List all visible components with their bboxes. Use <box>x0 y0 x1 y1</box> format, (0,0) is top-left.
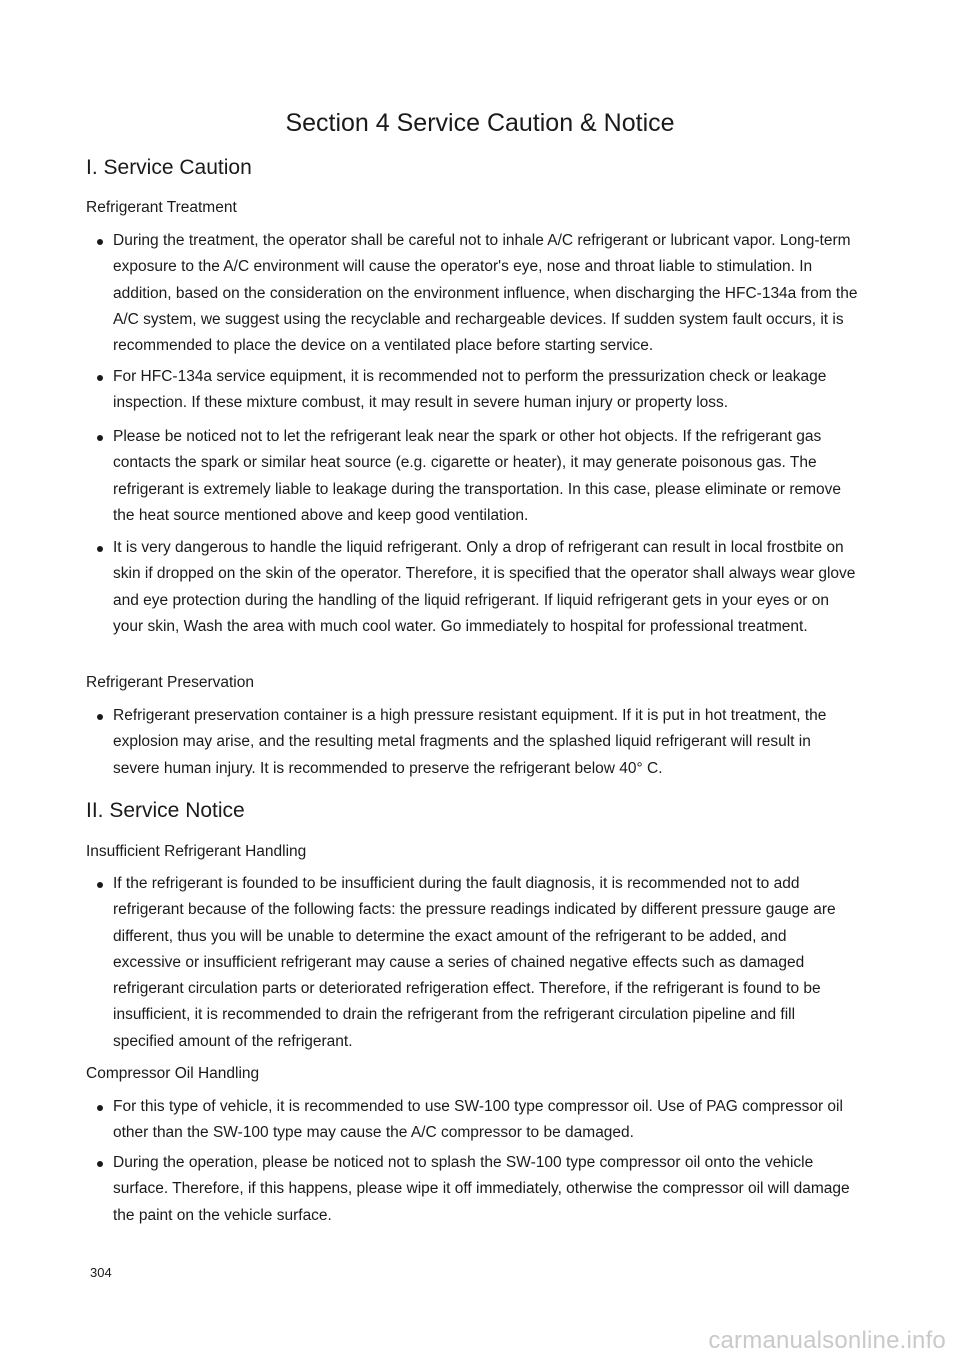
bullet-icon <box>97 882 103 888</box>
section-heading-service-caution: I. Service Caution <box>86 156 252 179</box>
list-item-text: During the operation, please be noticed not to splash the SW-100 type compressor oil onto the vehicle surface. Therefore, if this happens, please wipe it off immediately, otherwise the compressor oil will damage the paint on the vehicle surface. <box>113 1154 850 1224</box>
bullet-icon <box>97 1105 103 1111</box>
subheading-refrigerant-preservation: Refrigerant Preservation <box>86 674 254 691</box>
list-item-text: If the refrigerant is founded to be insufficient during the fault diagnosis, it is recommended not to add refrigerant because of the following facts: the pressure readings indicated by different pressure gauge are different, thus you will be unable to determine the exact amount of the refrigerant to be added, and excessive or insufficient refrigerant may cause a series of chained negative effects such as damaged refrigerant circulation parts or deteriorated refrigeration effect. Therefore, if the refrigerant is found to be insufficient, it is recommended to drain the refrigerant from the refrigerant circulation pipeline and fill specified amount of the refrigerant. <box>113 875 836 1050</box>
list-item <box>113 535 858 640</box>
subheading-compressor-oil: Compressor Oil Handling <box>86 1065 260 1082</box>
bullet-icon <box>97 239 103 245</box>
list-item <box>113 424 858 529</box>
list-item <box>113 1150 858 1229</box>
list-item <box>113 228 858 359</box>
list-item-text: Please be noticed not to let the refrigerant leak near the spark or other hot objects. If the refrigerant gas contacts the spark or similar heat source (e.g. cigarette or heater), it may generate poisonous gas. The refrigerant is extremely liable to leakage during the transportation. In this case, please eliminate or remove the heat source mentioned above and keep good ventilation. <box>113 428 842 524</box>
list-item <box>113 703 858 782</box>
bullet-icon <box>97 714 103 720</box>
bullet-icon <box>97 375 103 381</box>
list-item-text: For this type of vehicle, it is recommended to use SW-100 type compressor oil. Use of PAG compressor oil other than the SW-100 type may cause the A/C compressor to be damaged. <box>113 1098 843 1142</box>
list-item <box>113 871 858 1055</box>
watermark: carmanualsonline.info <box>708 1327 946 1354</box>
list-item-text: Refrigerant preservation container is a high pressure resistant equipment. If it is put in hot treatment, the explosion may arise, and the resulting metal fragments and the splashed liquid refrigerant will result in severe human injury. It is recommended to preserve the refrigerant below 40° C. <box>113 707 827 777</box>
list-item-text: For HFC-134a service equipment, it is recommended not to perform the pressurization check or leakage inspection. If these mixture combust, it may result in severe human injury or property loss. <box>113 368 827 412</box>
list-item-text: It is very dangerous to handle the liquid refrigerant. Only a drop of refrigerant can result in local frostbite on skin if dropped on the skin of the operator. Therefore, it is specified that the operator shall always wear glove and eye protection during the handling of the liquid refrigerant. If liquid refrigerant gets in your eyes or on your skin, Wash the area with much cool water. Go immediately to hospital for professional treatment. <box>113 539 856 635</box>
list-item <box>113 364 858 417</box>
bullet-icon <box>97 435 103 441</box>
section-heading-service-notice: II. Service Notice <box>86 799 245 822</box>
bullet-icon <box>97 1161 103 1167</box>
page-number: 304 <box>90 1265 112 1280</box>
list-item-text: During the treatment, the operator shall be careful not to inhale A/C refrigerant or lubricant vapor. Long-term exposure to the A/C environment will cause the operator's eye, nose and throat liable to stimulation. In addition, based on the consideration on the environment influence, when discharging the HFC-134a from the A/C system, we suggest using the recyclable and rechargeable devices. If sudden system fault occurs, it is recommended to place the device on a ventilated place before starting service. <box>113 232 858 355</box>
subheading-refrigerant-treatment: Refrigerant Treatment <box>86 199 237 216</box>
list-item <box>113 1094 858 1147</box>
bullet-icon <box>97 546 103 552</box>
subheading-insufficient-refrigerant: Insufficient Refrigerant Handling <box>86 843 307 860</box>
page-title: Section 4 Service Caution & Notice <box>285 109 675 137</box>
